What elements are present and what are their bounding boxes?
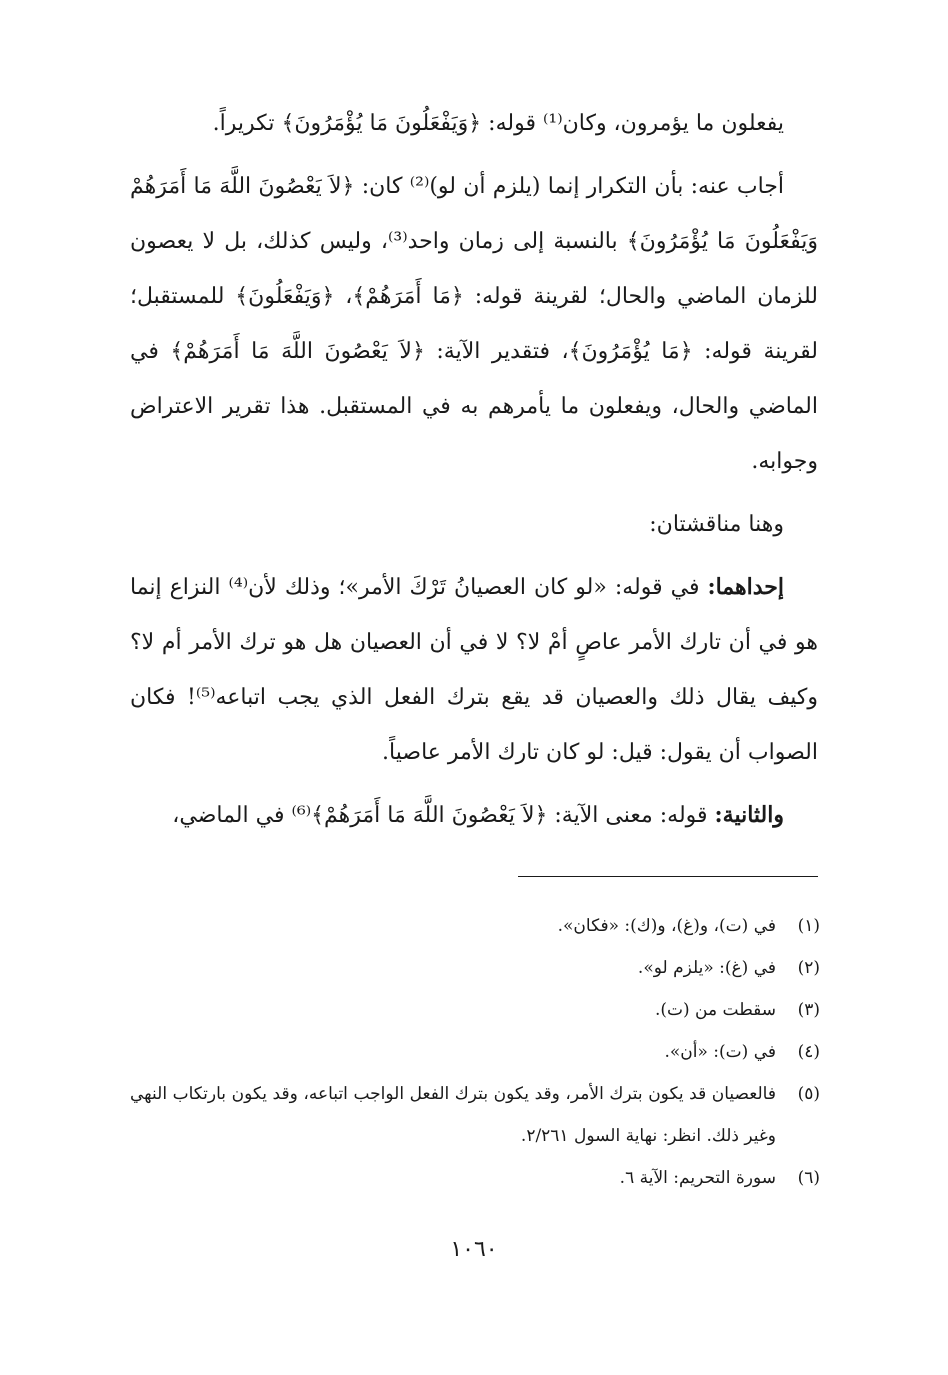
paragraph-3	[130, 497, 818, 552]
paragraph-1	[130, 96, 818, 151]
paragraph-1-text: يفعلون ما يؤمرون، وكان⁽¹⁾ قوله: ﴿وَيَفْعَلُونَ مَا يُؤْمَرُونَ﴾ تكريراً.	[212, 111, 784, 136]
paragraph-4-lead: إحداهما:	[707, 574, 784, 600]
footnote-text: في (غ): «يلزم لو».	[637, 958, 776, 978]
paragraph-5-lead: والثانية:	[714, 802, 784, 828]
footnotes-section	[130, 905, 820, 1199]
footnote-number: (٤)	[797, 1042, 820, 1062]
footnote-number: (١)	[797, 916, 820, 936]
footnote-item	[130, 1073, 820, 1157]
footnote-item	[130, 947, 820, 989]
paragraph-3-text: وهنا مناقشتان:	[649, 512, 784, 537]
footnote-number: (٢)	[797, 958, 820, 978]
footnote-item	[130, 905, 820, 947]
paragraph-2	[130, 159, 818, 489]
footnote-item	[130, 1031, 820, 1073]
footnote-number: (٣)	[797, 1000, 820, 1020]
paragraph-4	[130, 560, 818, 780]
paragraph-2-text: أجاب عنه: بأن التكرار إنما (يلزم أن لو)⁽²⁾ كان: ﴿لاَ يَعْصُونَ اللَّهَ مَا أَمَرَهُمْ وَيَفْعَلُونَ مَا يُؤْمَرُونَ﴾ بالنسبة إلى زمان واحد⁽³⁾، وليس كذلك، بل لا يعصون للزمان الماضي والحال؛ لقرينة قوله: ﴿مَا أَمَرَهُمْ﴾، ﴿وَيَفْعَلُونَ﴾ للمستقبل؛ لقرينة قوله: ﴿مَا يُؤْمَرُونَ﴾، فتقدير الآية: ﴿لاَ يَعْصُونَ اللَّهَ مَا أَمَرَهُمْ﴾ في الماضي والحال، ويفعلون ما يأمرهم به في المستقبل. هذا تقرير الاعتراض وجوابه.	[130, 174, 818, 474]
page-number: ١٠٦٠	[450, 1237, 498, 1262]
footnote-number: (٦)	[797, 1168, 820, 1188]
footnote-separator	[518, 876, 818, 877]
footnote-text: في (ت)، و(غ)، و(ك): «فكان».	[557, 916, 776, 936]
footnote-text: في (ت): «أن».	[664, 1042, 776, 1062]
footnote-item	[130, 989, 820, 1031]
main-text-body	[130, 96, 818, 843]
footnote-number: (٥)	[797, 1084, 820, 1104]
footnote-text: سورة التحريم: الآية ٦.	[619, 1168, 776, 1188]
footnote-text: فالعصيان قد يكون بترك الأمر، وقد يكون بترك الفعل الواجب اتباعه، وقد يكون بارتكاب النهي وغير ذلك. انظر: نهاية السول ٢/٢٦١.	[130, 1084, 776, 1146]
footnote-text: سقطت من (ت).	[654, 1000, 776, 1020]
footnote-item	[130, 1157, 820, 1199]
paragraph-5-text: قوله: معنى الآية: ﴿لاَ يَعْصُونَ اللَّهَ مَا أَمَرَهُمْ﴾⁽⁶⁾ في الماضي،	[172, 803, 715, 828]
paragraph-5	[130, 788, 818, 843]
paragraph-4-text: في قوله: «لو كان العصيانُ تَرْكَ الأمر»؛ وذلك لأن⁽⁴⁾ النزاع إنما هو في أن تارك الأمر عاصٍ أمْ لا؟ لا في أن العصيان هل هو ترك الأمر أم لا؟ وكيف يقال ذلك والعصيان قد يقع بترك الفعل الذي يجب اتباعه⁽⁵⁾! فكان الصواب أن يقول: قيل: لو كان تارك الأمر عاصياً.	[130, 575, 818, 765]
